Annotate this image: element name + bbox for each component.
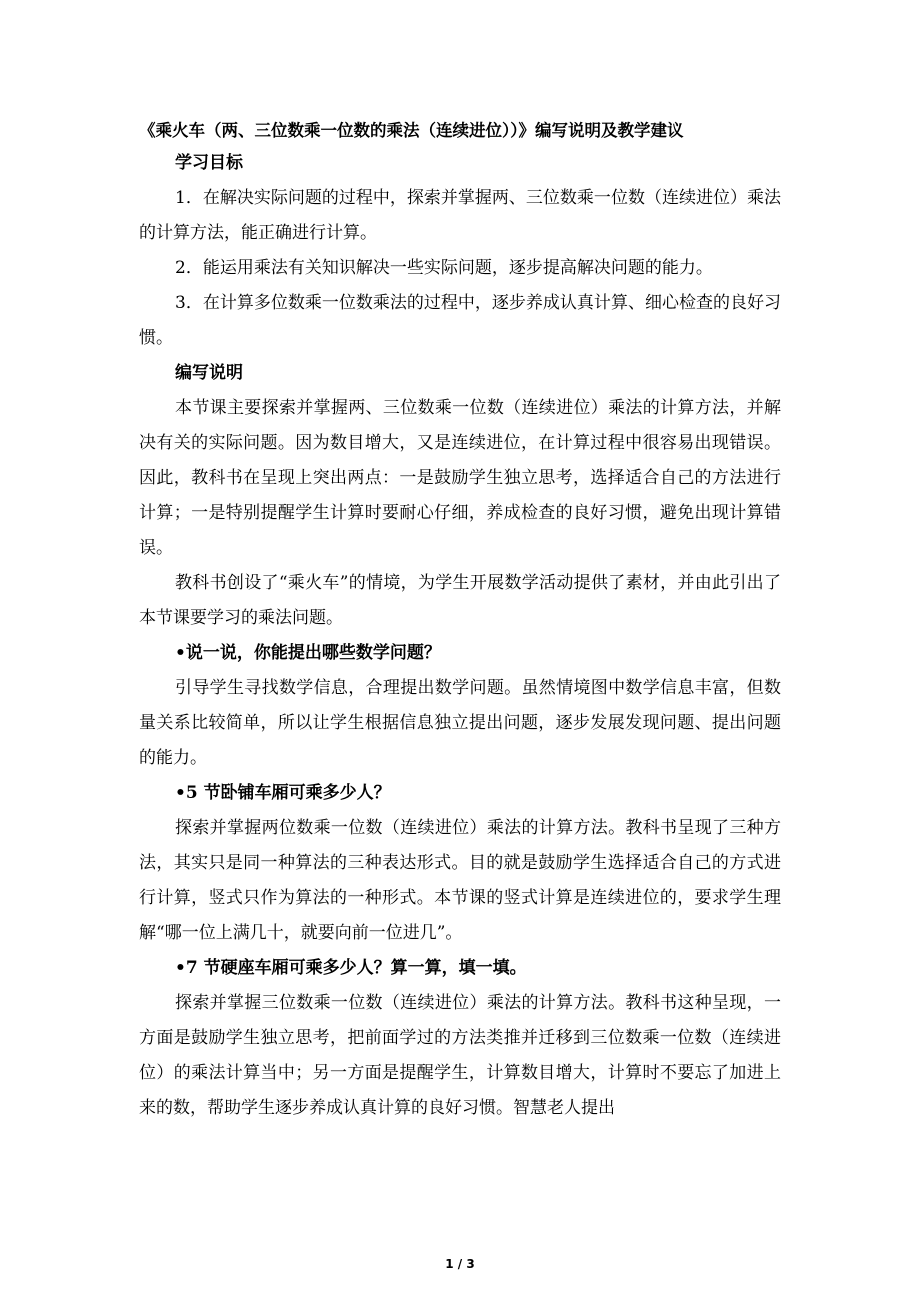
goal-item-3: 3．在计算多位数乘一位数乘法的过程中，逐步养成认真计算、细心检查的良好习惯。 (139, 293, 781, 348)
page-number: 1 / 3 (445, 1257, 475, 1271)
section-text-sleeper: 探索并掌握两位数乘一位数（连续进位）乘法的计算方法。教科书呈现了三种方法，其实只是同一种算法的三种表达形式。目的就是鼓励学生选择适合自己的方式进行计算，竖式只作为算法的一种形式。本节课的竖式计算是连续进位的，要求学生理解“哪一位上满几十，就要向前一位进几”。 (139, 818, 781, 943)
writing-paragraph-2: 教科书创设了“乘火车”的情境，为学生开展数学活动提供了素材，并由此引出了本节课要学习的乘法问题。 (139, 573, 781, 628)
section-heading-hard-seat: •7 节硬座车厢可乘多少人？算一算，填一填。 (175, 958, 527, 978)
goal-item-1: 1．在解决实际问题的过程中，探索并掌握两、三位数乘一位数（连续进位）乘法的计算方法，能正确进行计算。 (139, 188, 781, 243)
section-heading-questions: •说一说，你能提出哪些数学问题？ (175, 643, 441, 663)
section-text-questions: 引导学生寻找数学信息，合理提出数学问题。虽然情境图中数学信息丰富，但数量关系比较简单，所以让学生根据信息独立提出问题，逐步发展发现问题、提出问题的能力。 (139, 678, 781, 768)
section-text-hard-seat: 探索并掌握三位数乘一位数（连续进位）乘法的计算方法。教科书这种呈现，一方面是鼓励学生独立思考，把前面学过的方法类推并迁移到三位数乘一位数（连续进位）的乘法计算当中；另一方面是提醒学生，计算数目增大，计算时不要忘了加进上来的数，帮助学生逐步养成认真计算的良好习惯。智慧老人提出 (139, 993, 781, 1118)
writing-heading: 编写说明 (175, 363, 243, 383)
document-body (139, 116, 781, 1126)
writing-paragraph-1: 本节课主要探索并掌握两、三位数乘一位数（连续进位）乘法的计算方法，并解决有关的实际问题。因为数目增大，又是连续进位，在计算过程中很容易出现错误。因此，教科书在呈现上突出两点：一是鼓励学生独立思考，选择适合自己的方法进行计算；一是特别提醒学生计算时要耐心仔细，养成检查的良好习惯，避免出现计算错误。 (139, 398, 781, 558)
goal-item-2: 2．能运用乘法有关知识解决一些实际问题，逐步提高解决问题的能力。 (175, 258, 713, 278)
goals-heading: 学习目标 (175, 153, 243, 173)
section-heading-sleeper: •5 节卧铺车厢可乘多少人？ (175, 783, 391, 803)
document-title: 《乘火车（两、三位数乘一位数的乘法（连续进位））》编写说明及教学建议 (139, 121, 684, 140)
